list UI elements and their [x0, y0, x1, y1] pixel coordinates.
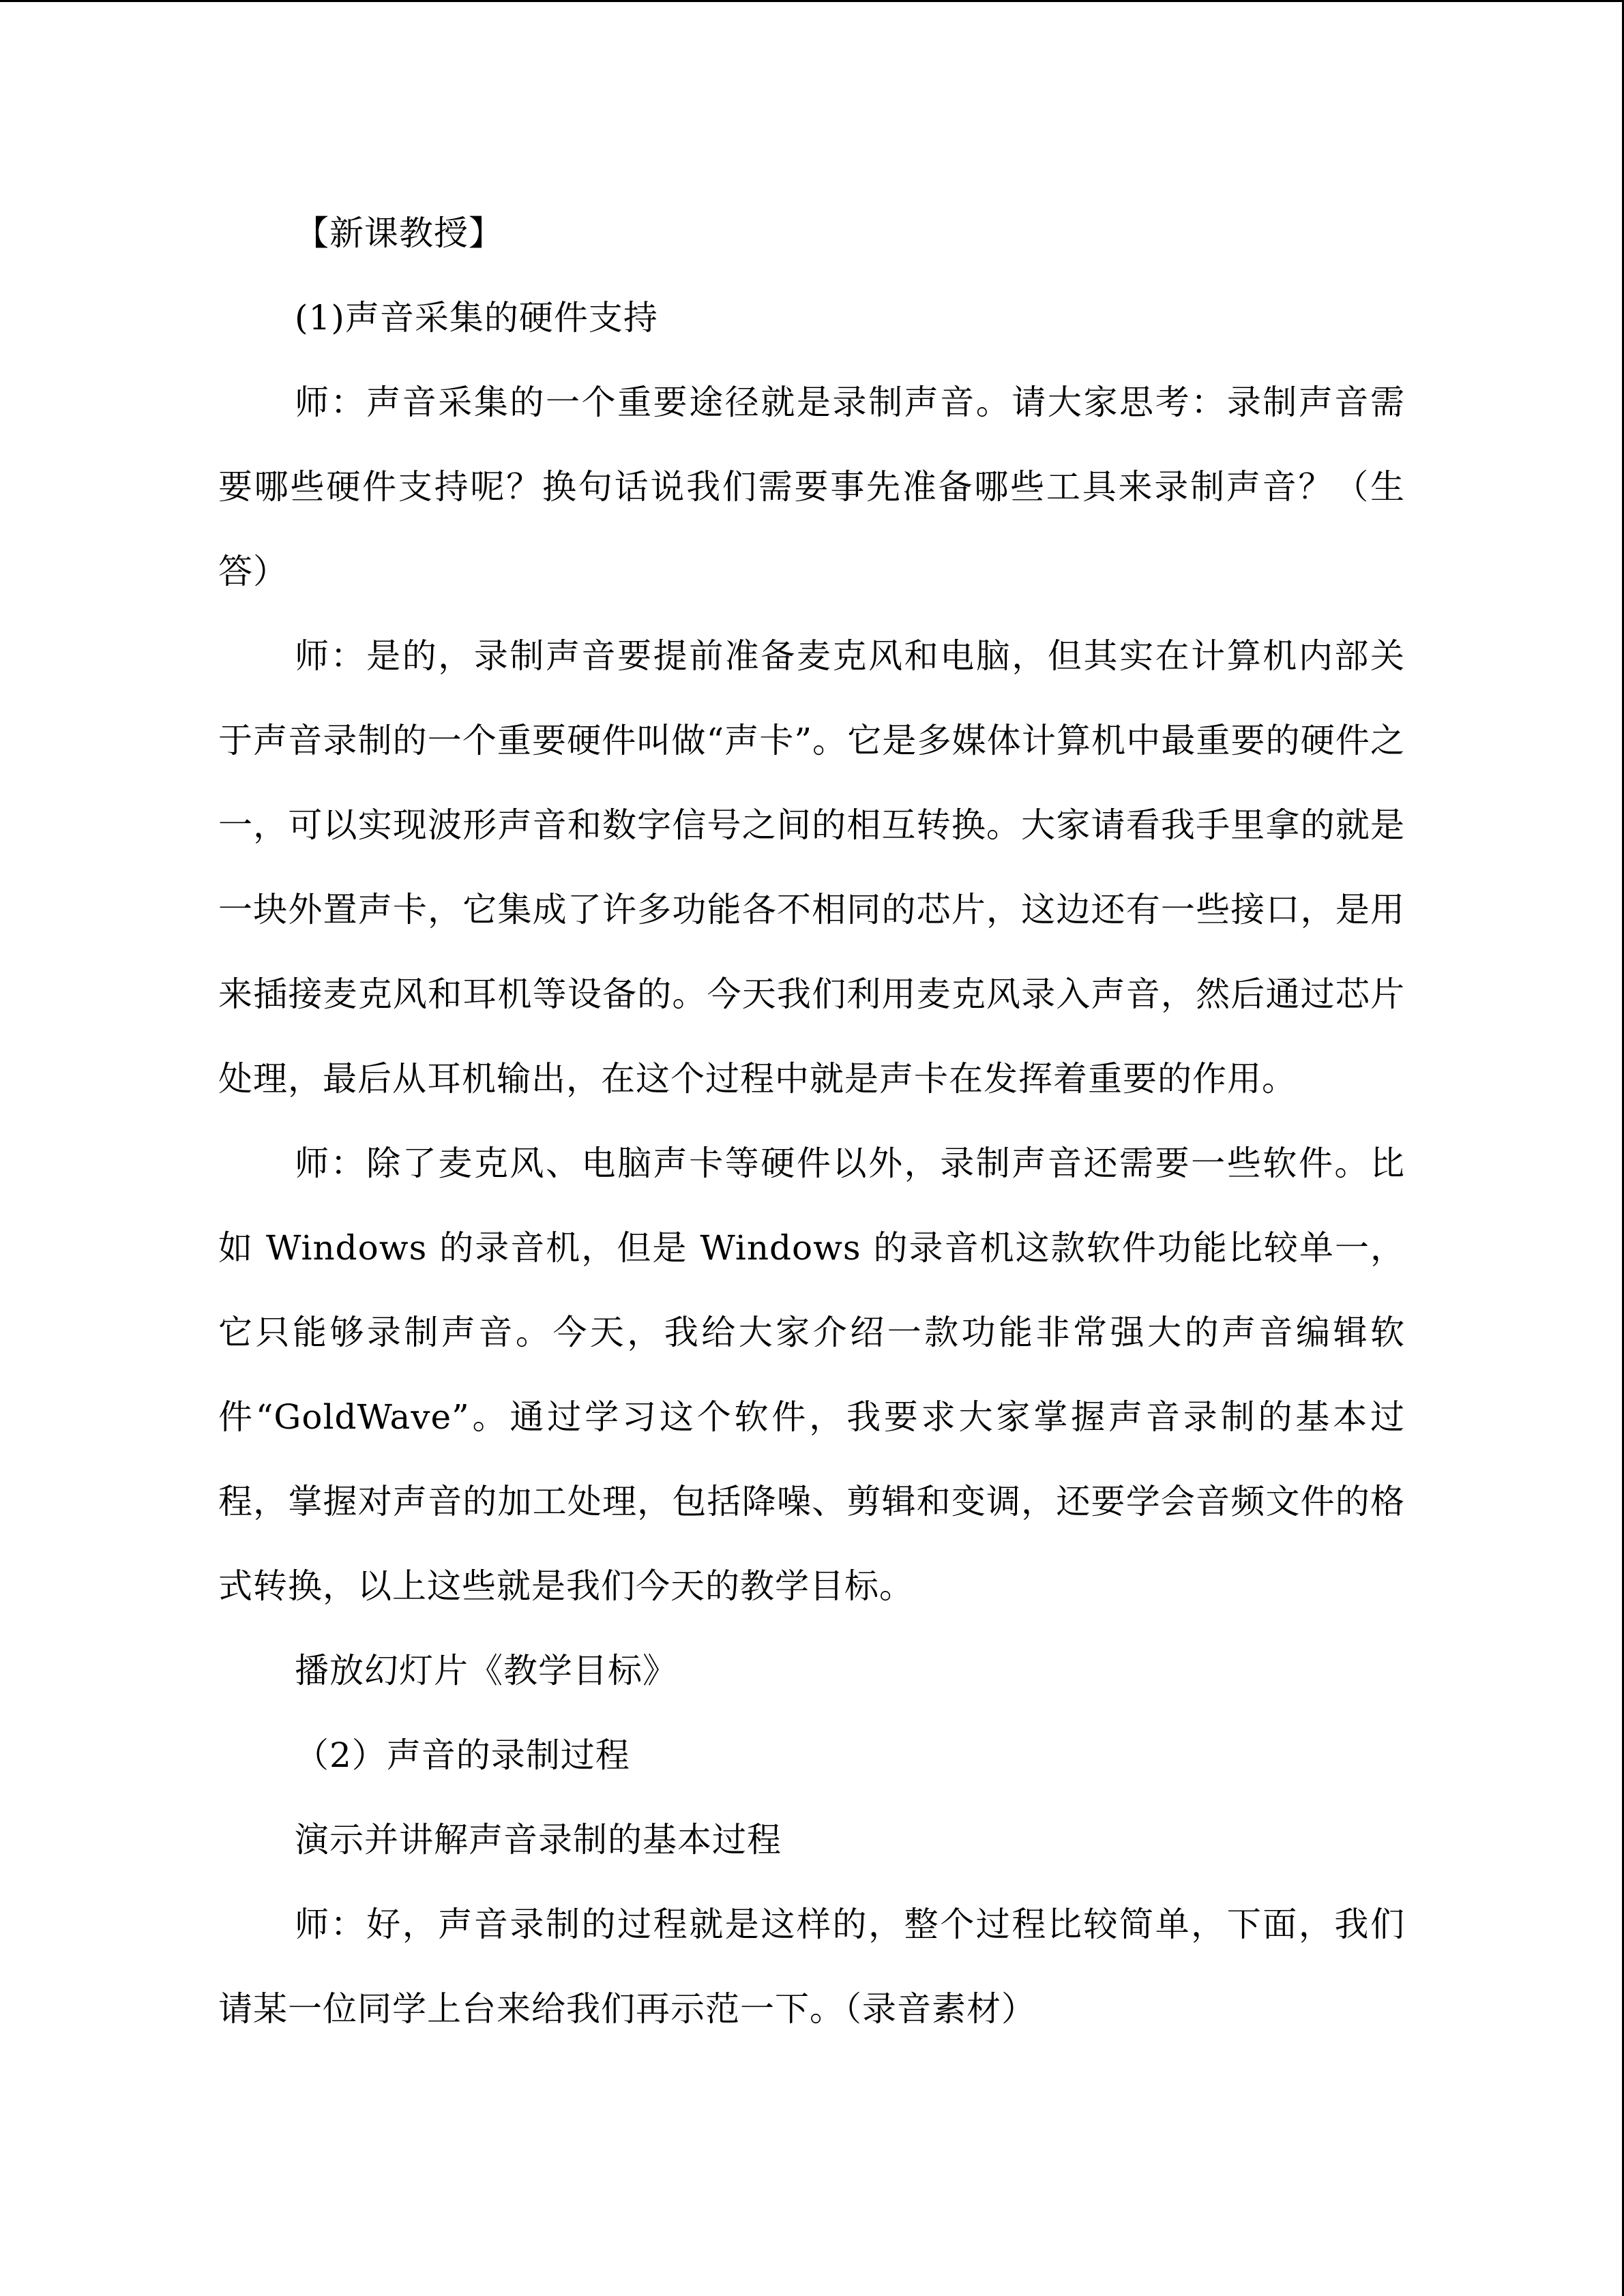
subsection-heading: （2）声音的录制过程: [295, 1735, 630, 1775]
paragraph: 演示并讲解声音录制的基本过程: [295, 1820, 782, 1860]
paragraph: 师：声音采集的一个重要途径就是录制声音。请大家思考：录制声音需要哪些硬件支持呢？换句话说我们需要事先准备哪些工具来录制声音？（生答）: [218, 383, 1405, 591]
section-heading: 【新课教授】: [295, 213, 503, 253]
document-body: [218, 191, 1405, 2051]
paragraph: 师：是的，录制声音要提前准备麦克风和电脑，但其实在计算机内部关于声音录制的一个重要硬件叫做“声卡”。它是多媒体计算机中最重要的硬件之一，可以实现波形声音和数字信号之间的相互转换。大家请看我手里拿的就是一块外置声卡，它集成了许多功能各不相同的芯片，这边还有一些接口，是用来插接麦克风和耳机等设备的。今天我们利用麦克风录入声音，然后通过芯片处理，最后从耳机输出，在这个过程中就是声卡在发挥着重要的作用。: [218, 636, 1405, 1099]
paragraph: 师：好，声音录制的过程就是这样的，整个过程比较简单，下面，我们请某一位同学上台来给我们再示范一下。（录音素材）: [218, 1905, 1405, 2029]
paragraph: 师：除了麦克风、电脑声卡等硬件以外，录制声音还需要一些软件。比如 Windows 的录音机，但是 Windows 的录音机这款软件功能比较单一，它只能够录制声音。今天，我给大家介绍一款功能非常强大的声音编辑软件“GoldWave”。通过学习这个软件，我要求大家掌握声音录制的基本过程，掌握对声音的加工处理，包括降噪、剪辑和变调，还要学会音频文件的格式转换，以上这些就是我们今天的教学目标。: [218, 1144, 1405, 1606]
subsection-heading: (1)声音采集的硬件支持: [295, 298, 658, 338]
paragraph: 播放幻灯片《教学目标》: [295, 1651, 677, 1690]
